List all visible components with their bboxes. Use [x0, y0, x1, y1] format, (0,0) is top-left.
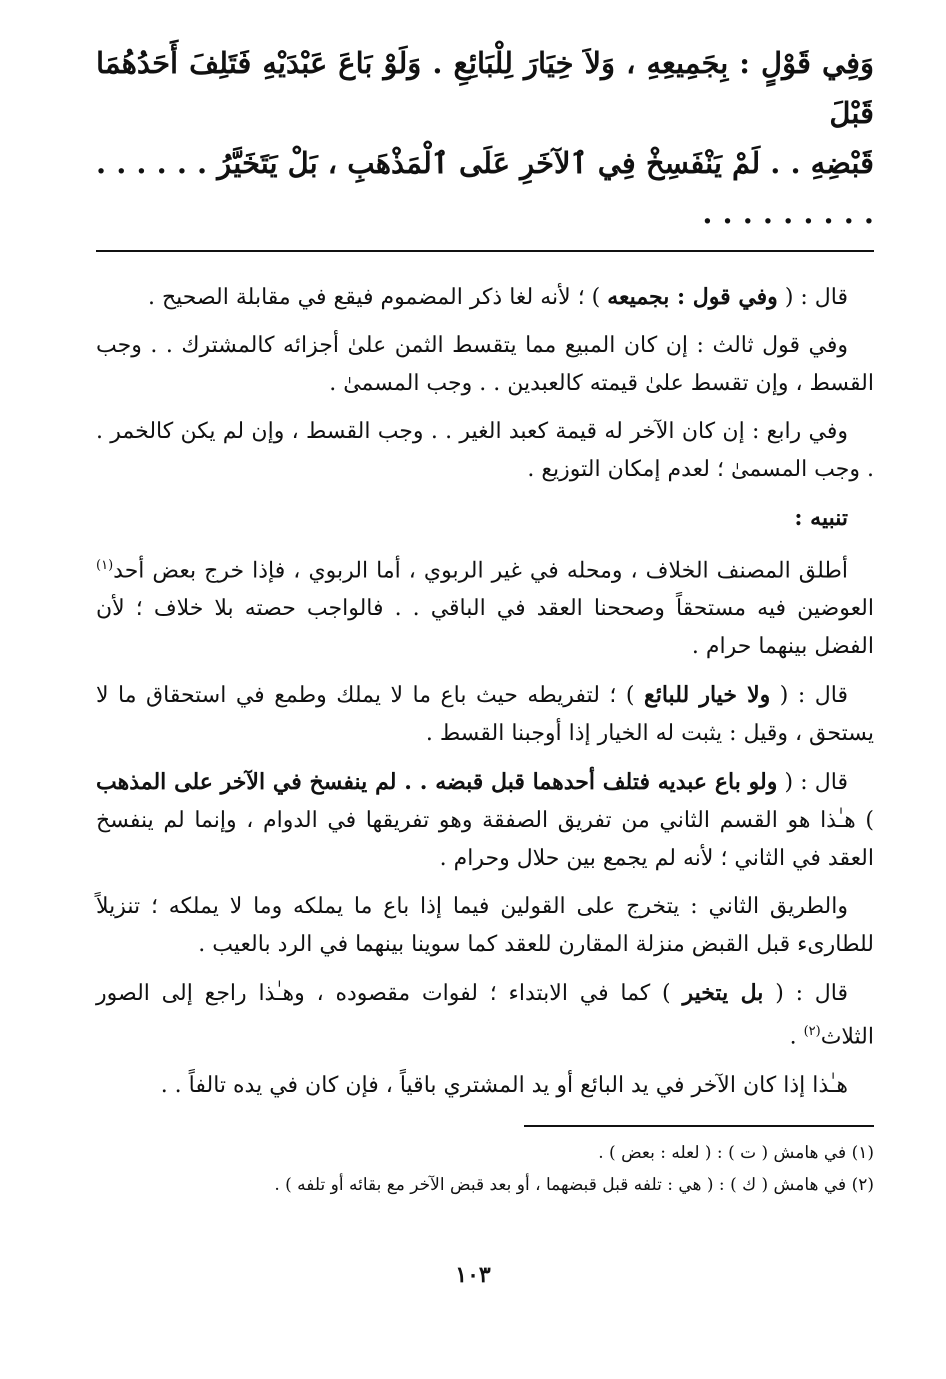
quoted-text: ولا خيار للبائع [644, 682, 771, 709]
text-segment: العوضين فيه مستحقاً وصححنا العقد في الباقي . . فالواجب حصته بلا خلاف ؛ لأن الفضل بينهما حرام . [96, 596, 874, 660]
commentary-paragraph [96, 278, 874, 317]
footnote-1: (١) في هامش ( ت ) : ( لعله : بعض ) . [598, 1142, 874, 1163]
main-text-line-2: قَبْضِهِ . . لَمْ يَنْفَسِخْ فِي ٱلآخَرِ عَلَى ٱلْمَذْهَبِ ، بَلْ يَتَخَيَّرُ . . . . . . . . . . . . . . . [96, 146, 874, 230]
commentary-paragraph [96, 974, 874, 1056]
text-segment: ) ؛ لأنه لغا ذكر المضموم فيقع في مقابلة الصحيح . [147, 285, 601, 310]
text-segment: ) هـٰذا هو القسم الثاني من تفريق الصفقة وهو تفريقها في الدوام ، وإنما لم ينفسخ العقد في الثاني ؛ لأنه لم يجمع بين حلال وحرام . [96, 808, 874, 872]
quoted-text: بل يتخير [682, 980, 764, 1007]
top-divider [96, 250, 874, 252]
text-segment: قال : ( [779, 683, 848, 709]
footnote-divider [524, 1125, 874, 1127]
text-segment: . [789, 1024, 797, 1050]
page-number: ١٠٣ [455, 1262, 491, 1288]
commentary-paragraph: هـٰذا إذا كان الآخر في يد البائع أو يد المشتري باقياً ، فإن كان في يده تالفاً . . [160, 1072, 848, 1098]
footnote-ref: (٢) [803, 1024, 821, 1040]
commentary-paragraph [96, 763, 874, 878]
footnote-2: (٢) في هامش ( ك ) : ( هي : تلفه قبل قبضهما ، أو بعد قبض الآخر مع بقائه أو تلفه ) . [274, 1174, 874, 1195]
page-content [96, 38, 874, 1201]
footnotes [96, 1137, 874, 1201]
text-segment: ) ؛ لتفريطه حيث باع ما لا يملك وطمع في استحقاق ما لا يستحق ، وقيل : يثبت له الخيار إذا أوجبنا القسط . [96, 683, 874, 747]
section-heading: تنبيه : [794, 505, 848, 531]
quoted-text: ولو باع عبديه فتلف أحدهما قبل قبضه . . لم ينفسخ في الآخر على المذهب [96, 769, 778, 796]
commentary-paragraph: وفي قول ثالث : إن كان المبيع مما يتقسط الثمن علىٰ أجزائه كالمشترك . . وجب القسط ، وإن تقسط علىٰ قيمته كالعبدين . . وجب المسمىٰ . [96, 333, 874, 396]
quoted-text: وفي قول : بجميعه [607, 284, 778, 310]
text-segment: ) كما في الابتداء ؛ لفوات مقصوده ، وهـٰذا راجع إلى الصور الثلاث [96, 981, 874, 1050]
text-segment: أطلق المصنف الخلاف ، ومحله في غير الربوي ، أما الربوي ، فإذا خرج بعض أحد [113, 558, 848, 584]
main-text-line-1: وَفِي قَوْلٍ : بِجَمِيعِهِ ، وَلاَ خِيَارَ لِلْبَائِعِ . وَلَوْ بَاعَ عَبْدَيْهِ فَتَلِفَ أَحَدُهُمَا قَبْلَ [96, 46, 874, 130]
commentary [96, 278, 874, 1105]
text-segment: قال : ( [784, 770, 848, 796]
commentary-paragraph [96, 676, 874, 753]
commentary-paragraph: وفي رابع : إن كان الآخر له قيمة كعبد الغير . . وجب القسط ، وإن لم يكن كالخمر . . وجب المسمىٰ ؛ لعدم إمكان التوزيع . [96, 419, 874, 482]
text-segment: قال : ( [775, 981, 849, 1007]
text-segment: قال : ( [784, 285, 848, 310]
commentary-paragraph: والطريق الثاني : يتخرج على القولين فيما إذا باع ما يملكه وما لا يملكه ؛ تنزيلاً للطارىء قبل القبض منزلة المقارن للعقد كما سوينا بينهما في الرد بالعيب . [96, 894, 874, 958]
footnote-ref: (١) [96, 558, 114, 573]
main-text [96, 38, 874, 238]
commentary-paragraph [96, 547, 874, 666]
